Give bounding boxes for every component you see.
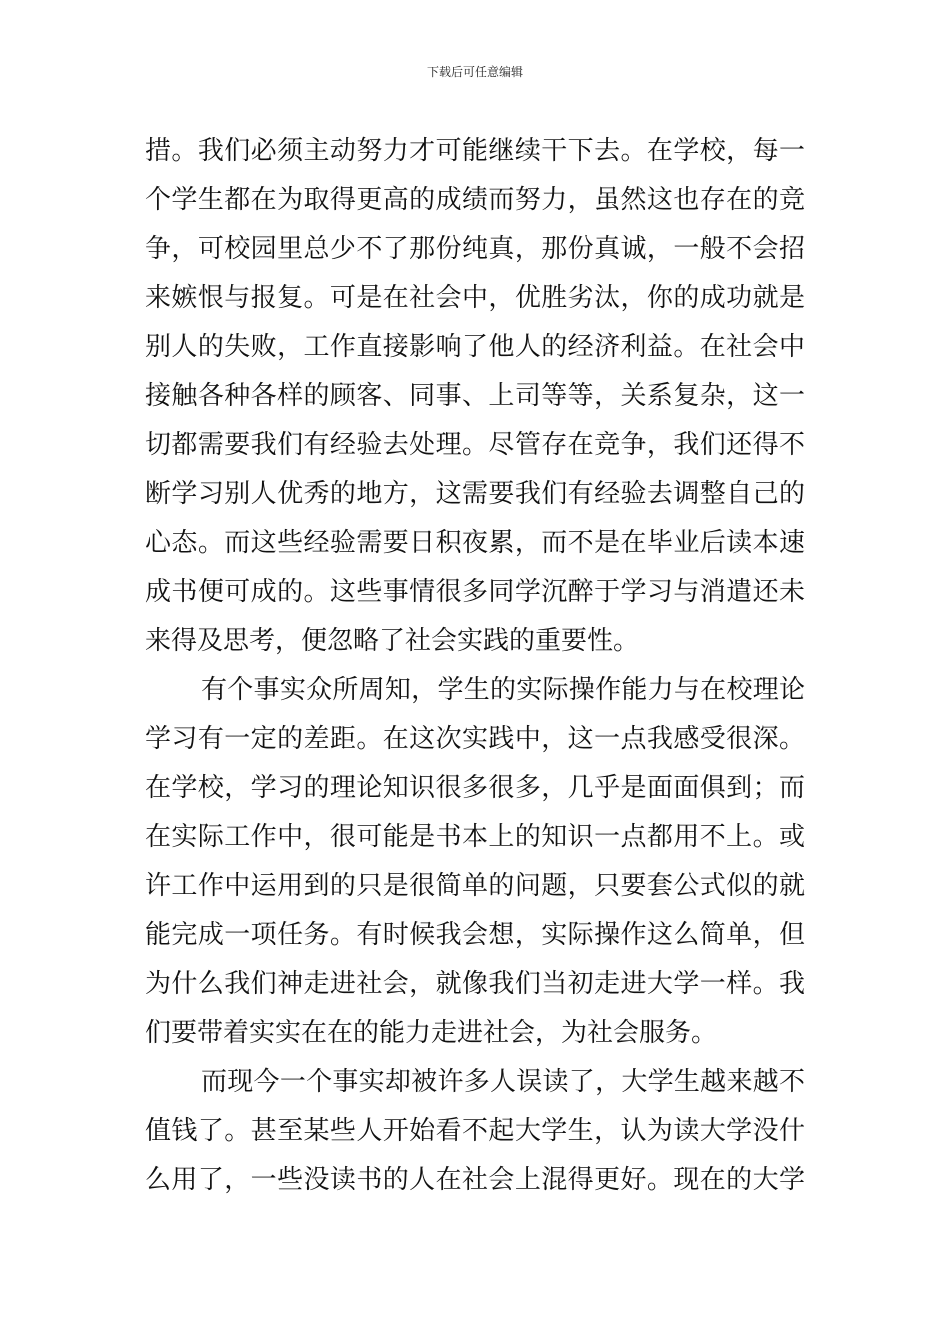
text-line: 别人的失败，工作直接影响了他人的经济利益。在社会中 [145,332,805,362]
text-line: 措。我们必须主动努力才可能继续干下去。在学校，每一 [145,136,805,166]
text-line: 许工作中运用到的只是很简单的问题，只要套公式似的就 [145,871,805,901]
text-line: 学习有一定的差距。在这次实践中，这一点我感受很深。 [145,724,805,754]
text-line: 在学校，学习的理论知识很多很多，几乎是面面俱到；而 [145,773,805,803]
text-line: 成书便可成的。这些事情很多同学沉醉于学习与消遣还未 [145,577,805,607]
text-line: 为什么我们神走进社会，就像我们当初走进大学一样。我 [145,969,805,999]
text-line: 断学习别人优秀的地方，这需要我们有经验去调整自己的 [145,479,805,509]
text-line: 个学生都在为取得更高的成绩而努力，虽然这也存在的竞 [145,185,805,215]
text-line: 有个事实众所周知，学生的实际操作能力与在校理论 [201,675,805,705]
text-line: 心态。而这些经验需要日积夜累，而不是在毕业后读本速 [145,528,805,558]
text-line: 争，可校园里总少不了那份纯真，那份真诚，一般不会招 [145,234,805,264]
text-line: 来得及思考，便忽略了社会实践的重要性。 [145,626,640,656]
text-line: 而现今一个事实却被许多人误读了，大学生越来越不 [201,1067,805,1097]
document-body [145,127,805,1205]
paragraph [145,666,805,1058]
text-line: 在实际工作中，很可能是书本上的知识一点都用不上。或 [145,822,805,852]
text-line: 们要带着实实在在的能力走进社会，为社会服务。 [145,1018,718,1048]
paragraph [145,127,805,666]
text-line: 么用了，一些没读书的人在社会上混得更好。现在的大学 [145,1165,805,1195]
text-line: 值钱了。甚至某些人开始看不起大学生，认为读大学没什 [145,1116,805,1146]
text-line: 接触各种各样的顾客、同事、上司等等，关系复杂，这一 [145,381,805,411]
text-line: 能完成一项任务。有时候我会想，实际操作这么简单，但 [145,920,805,950]
text-line: 切都需要我们有经验去处理。尽管存在竞争，我们还得不 [145,430,805,460]
paragraph [145,1058,805,1205]
page-header: 下载后可任意编辑 [426,65,523,79]
text-line: 来嫉恨与报复。可是在社会中，优胜劣汰，你的成功就是 [145,283,805,313]
